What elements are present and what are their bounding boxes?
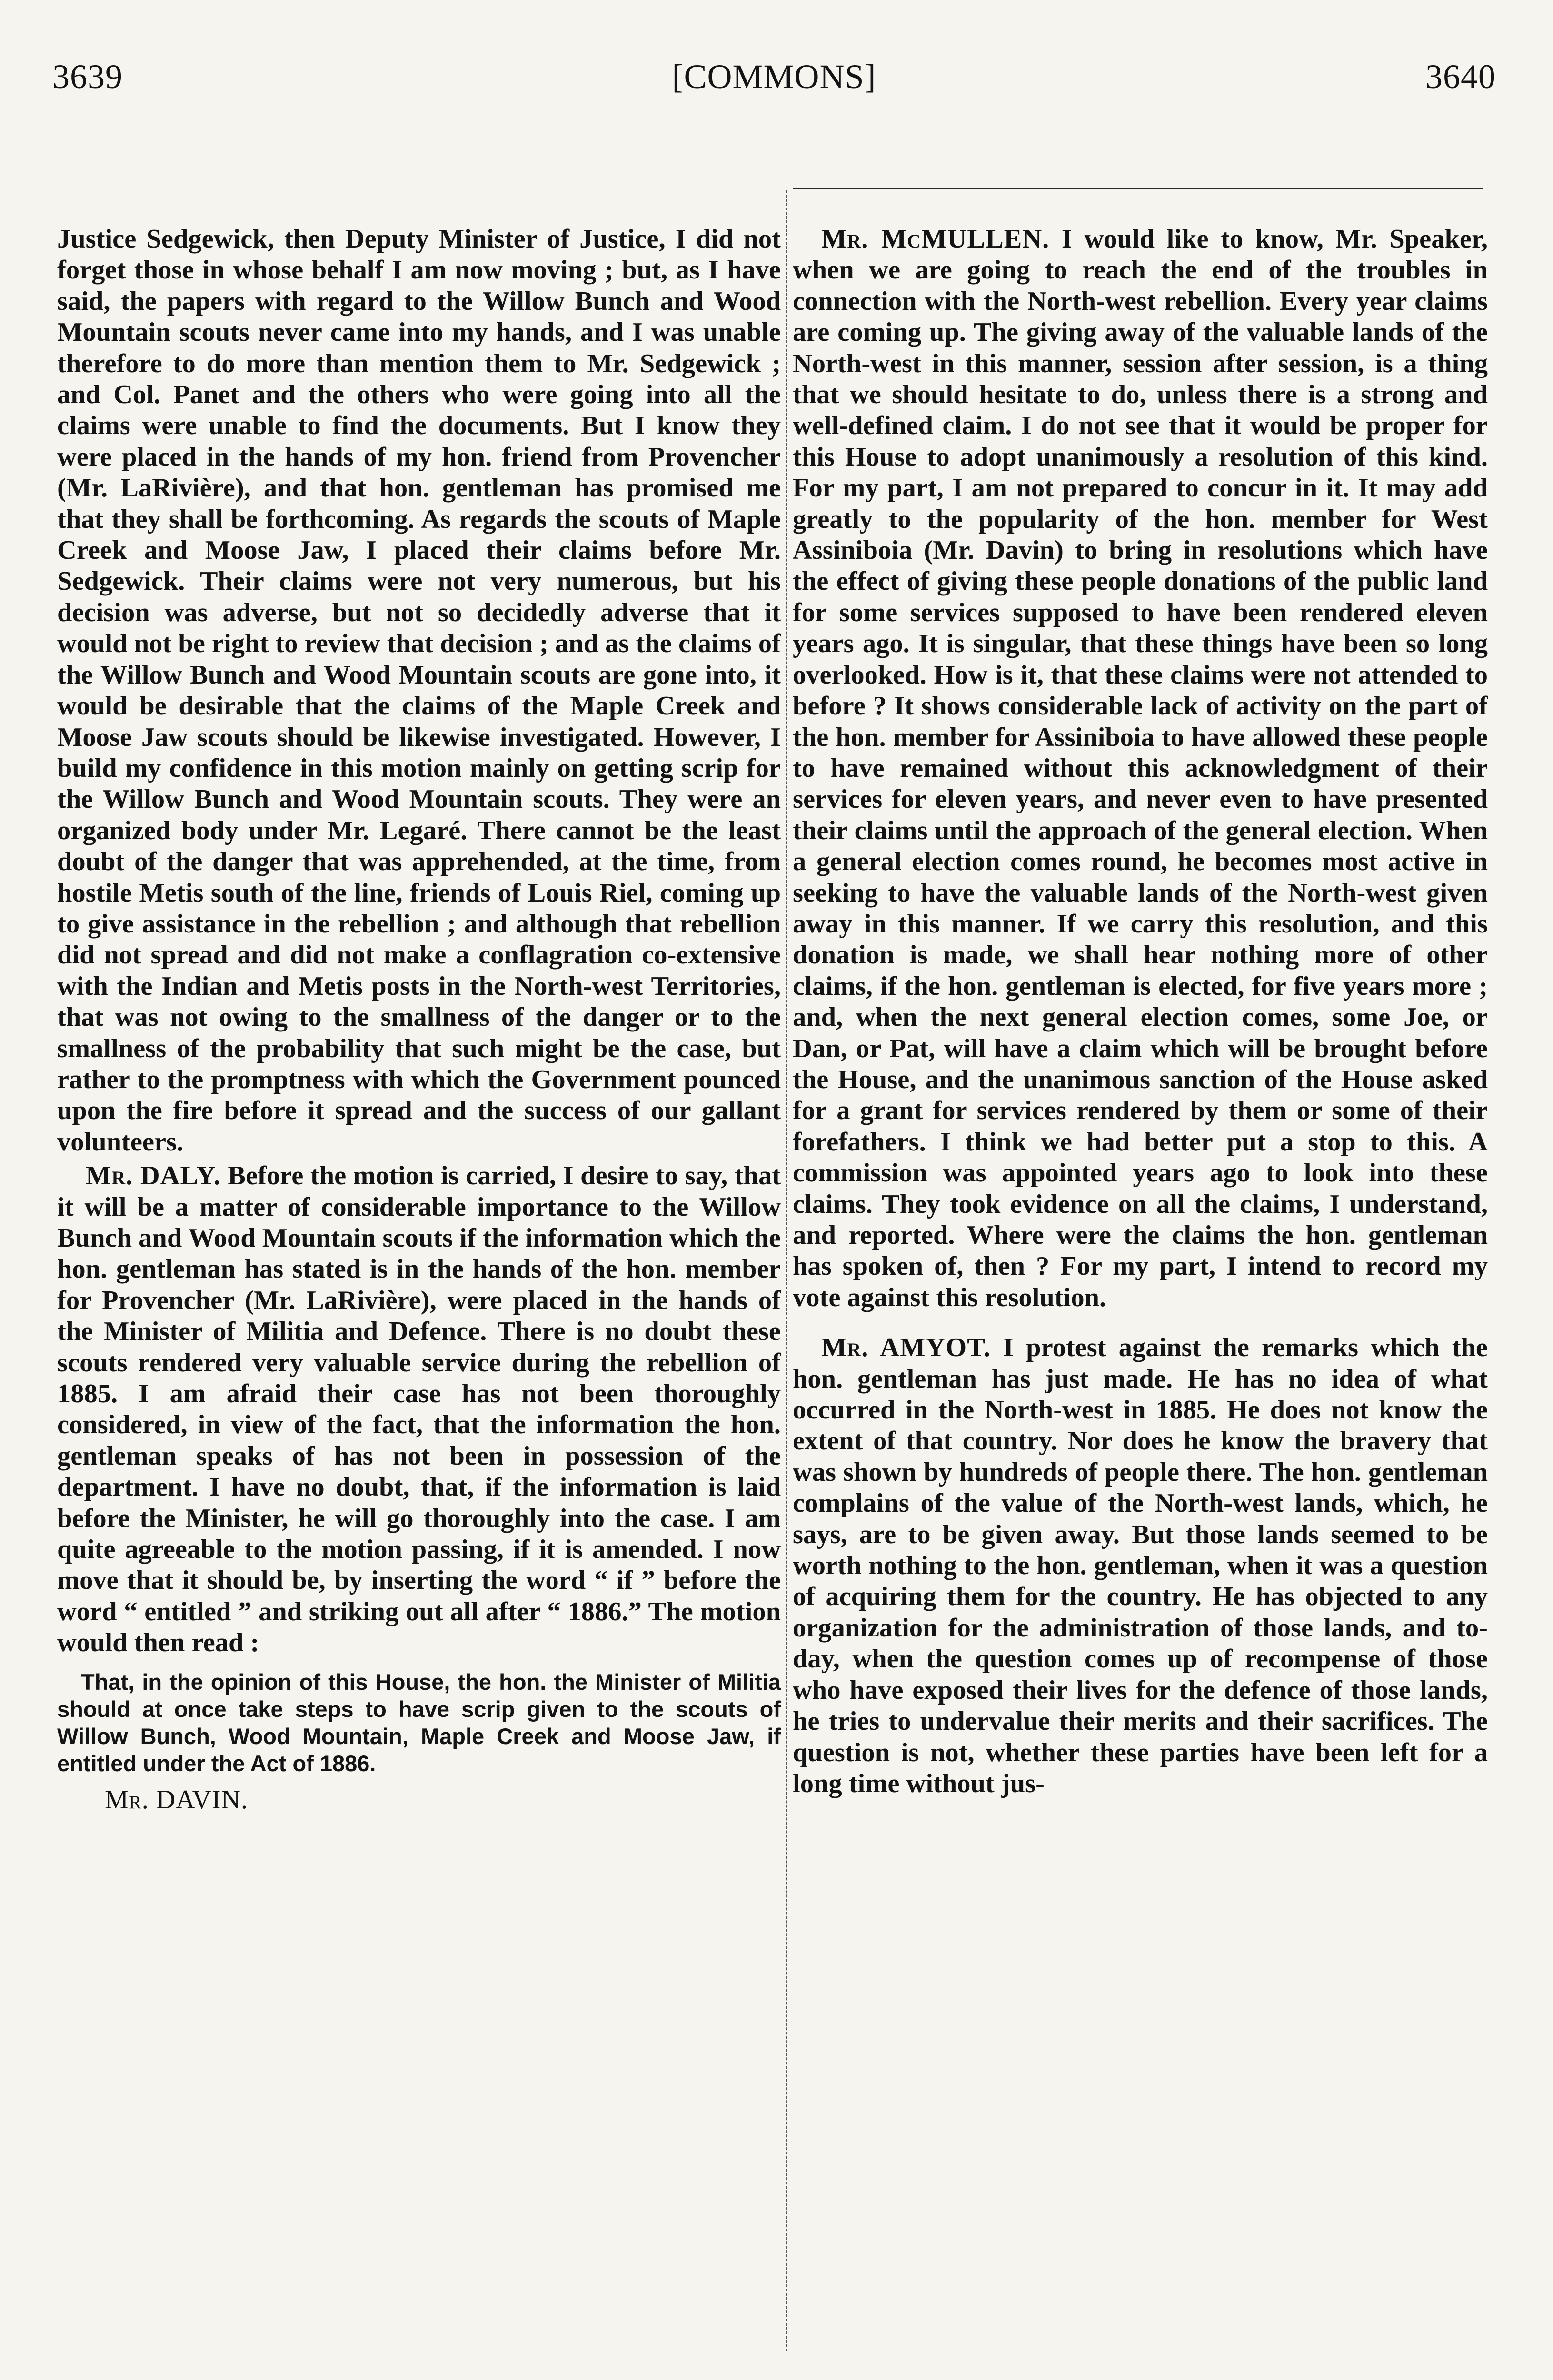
header-rule [793,188,1483,189]
mcmullen-speech [793,224,1488,1313]
page-header [52,57,1496,133]
left-column [57,224,781,1815]
right-page-number: 3640 [1425,58,1496,96]
running-title: [COMMONS] [672,58,876,96]
amyot-speech [793,1332,1488,1799]
speaker-name: Mr. McMULLEN. [821,224,1050,254]
speaker-name: Mr. DAVIN. [105,1785,249,1815]
motion-text: That, in the opinion of this House, the hon. the Minister of Militia should at once take steps to have scrip given to the scouts of Willow Bunch, Wood Mountain, Maple Creek and Moose Jaw, if entitled under the Act of 1886. [57,1669,781,1776]
daly-speech [57,1160,781,1659]
right-column [793,224,1488,1799]
speaker-name: Mr. AMYOT. [821,1333,991,1363]
speech-text: I protest against the remarks which the hon. gentleman has just made. He has no idea of what occurred in the North-west in 1885. He does not know the extent of that country. Nor does he know the bravery that was shown by hundreds of people there. The hon. gentleman complains of the value of the North-west lands, which, he says, are to be given away. But those lands seemed to be worth nothing to the hon. gentleman, when it was a question of acquiring them for the country. He has objected to any organization for the administration of those lands, and to-day, when the question comes up of recompense of those who have exposed their lives for the defence of those lands, he tries to undervalue their merits and their sacrifices. The question is not, whether these parties have been left for a long time without jus- [793,1333,1488,1798]
speaker-name: Mr. DALY. [86,1161,221,1191]
continued-speech: Justice Sedgewick, then Deputy Minister of Justice, I did not forget those in whose behalf I am now moving ; but, as I have said, the papers with regard to the Willow Bunch and Wood Mountain scouts never came into my hands, and I was unable therefore to do more than mention them to Mr. Sedgewick ; and Col. Panet and the others who were going into all the claims were unable to find the documents. But I know they were placed in the hands of my hon. friend from Provencher (Mr. LaRivière), and that hon. gentleman has promised me that they shall be forthcoming. As regards the scouts of Maple Creek and Moose Jaw, I placed their claims before Mr. Sedgewick. Their claims were not very numerous, but his decision was adverse, but not so decidedly adverse that it would not be right to review that decision ; and as the claims of the Willow Bunch and Wood Mountain scouts are gone into, it would be desirable that the claims of the Maple Creek and Moose Jaw scouts should be likewise investigated. However, I build my confidence in this motion mainly on getting scrip for the Willow Bunch and Wood Mountain scouts. They were an organized body under Mr. Legaré. There cannot be the least doubt of the danger that was apprehended, at the time, from hostile Metis south of the line, friends of Louis Riel, coming up to give assistance in the rebellion ; and although that rebellion did not spread and did not make a conflagration co-extensive with the Indian and Metis posts in the North-west Territories, that was not owing to the smallness of the danger or to the smallness of the probability that such might be the case, but rather to the promptness with which the Government pounced upon the fire before it spread and the success of our gallant volunteers. [57,224,781,1157]
speech-text: I would like to know, Mr. Speaker, when we are going to reach the end of the troubles in connection with the North-west rebellion. Every year claims are coming up. The giving away of the valuable lands of the North-west in this manner, session after session, is a thing that we should hesitate to do, unless there is a strong and well-defined claim. I do not see that it would be proper for this House to adopt unanimously a resolution of this kind. For my part, I am not prepared to concur in it. It may add greatly to the popularity of the hon. member for West Assiniboia (Mr. Davin) to bring in resolutions which have the effect of giving these people donations of the public land for some services supposed to have been rendered eleven years ago. It is singular, that these things have been so long overlooked. How is it, that these claims were not attended to before ? It shows considerable lack of activity on the part of the hon. member for Assiniboia to have allowed these people to have remained without this acknowledgment of their services for eleven years, and never even to have presented their claims until the approach of the general election. When a general election comes round, he becomes most active in seeking to have the valuable lands of the North-west given away in this manner. If we carry this resolution, and this donation is made, we shall hear nothing more of other claims, if the hon. gentleman is elected, for five years more ; and, when the next general election comes, some Joe, or Dan, or Pat, will have a claim which will be brought before the House, and the unanimous sanction of the House asked for a grant for services rendered by them or some of their forefathers. I think we had better put a stop to this. A commission was appointed years ago to look into these claims. They took evidence on all the claims, I understand, and reported. Where were the claims the hon. gentleman has spoken of, then ? For my part, I intend to record my vote against this resolution. [793,224,1488,1312]
left-page-number: 3639 [52,58,123,96]
speech-text: Before the motion is carried, I desire to say, that it will be a matter of considerable importance to the Willow Bunch and Wood Mountain scouts if the information which the hon. gentleman has stated is in the hands of the hon. member for Provencher (Mr. LaRivière), were placed in the hands of the Minister of Militia and Defence. There is no doubt these scouts rendered very valuable service during the rebellion of 1885. I am afraid their case has not been thoroughly considered, in view of the fact, that the information the hon. gentleman speaks of has not been in possession of the department. I have no doubt, that, if the information is laid before the Minister, he will go thoroughly into the case. I am quite agreeable to the motion passing, if it is amended. I now move that it should be, by inserting the word “ if ” before the word “ entitled ” and striking out all after “ 1886.” The motion would then read : [57,1161,781,1658]
column-divider [786,190,787,2351]
